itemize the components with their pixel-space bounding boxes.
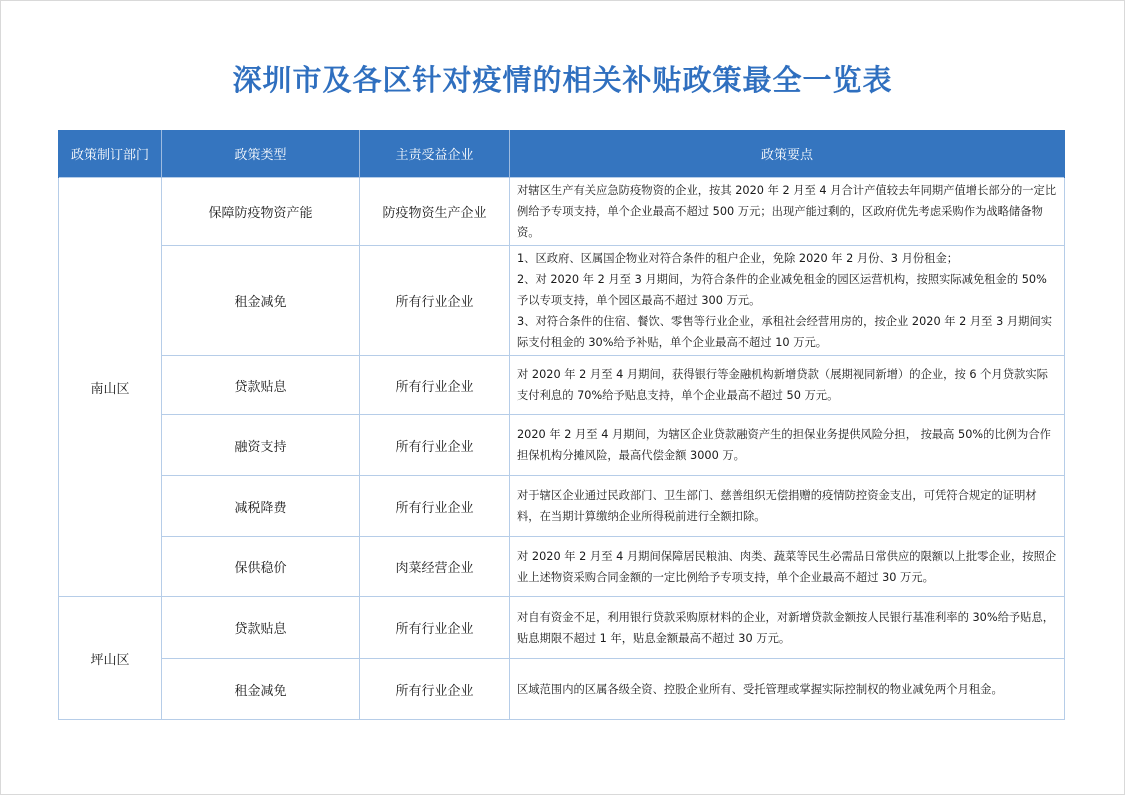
policy-detail-text: 3、对符合条件的住宿、餐饮、零售等行业企业，承租社会经营用房的，按企业 2020 年 2 月至 3 月期间实际支付租金的 30%给予补贴，单个企业最高不超过 10 万元。	[517, 315, 1053, 349]
policy-detail-cell	[510, 415, 1065, 476]
header-policy-points: 政策要点	[510, 130, 1065, 178]
beneficiary-cell: 所有行业企业	[360, 415, 510, 476]
beneficiary-cell: 防疫物资生产企业	[360, 178, 510, 246]
beneficiary-cell: 所有行业企业	[360, 356, 510, 415]
policy-type-cell: 贷款贴息	[162, 597, 360, 659]
policy-detail-text: 对辖区生产有关应急防疫物资的企业，按其 2020 年 2 月至 4 月合计产值较去年同期产值增长部分的一定比例给予专项支持，单个企业最高不超过 500 万元；出现产能过剩的，区政府优先考虑采购作为战略储备物资。	[517, 184, 1057, 239]
policy-detail-text: 2、对 2020 年 2 月至 3 月期间，为符合条件的企业减免租金的园区运营机构，按照实际减免租金的 50% 予以专项支持，单个园区最高不超过 300 万元。	[517, 273, 1047, 307]
policy-type-cell: 租金减免	[162, 246, 360, 356]
policy-table	[58, 130, 1065, 720]
policy-detail-cell	[510, 659, 1065, 720]
policy-type-cell: 保障防疫物资产能	[162, 178, 360, 246]
policy-detail-cell	[510, 476, 1065, 537]
page-title: 深圳市及各区针对疫情的相关补贴政策最全一览表	[232, 63, 893, 97]
table-row	[59, 597, 1065, 659]
table-row	[59, 659, 1065, 720]
table-row	[59, 476, 1065, 537]
policy-detail-text: 对于辖区企业通过民政部门、卫生部门、慈善组织无偿捐赠的疫情防控资金支出，可凭符合规定的证明材料，在当期计算缴纳企业所得税前进行全额扣除。	[517, 489, 1037, 523]
policy-type-cell: 融资支持	[162, 415, 360, 476]
beneficiary-cell: 所有行业企业	[360, 246, 510, 356]
beneficiary-cell: 肉菜经营企业	[360, 537, 510, 597]
table-header-row	[59, 130, 1065, 178]
policy-detail-text: 对自有资金不足，利用银行贷款采购原材料的企业，对新增贷款金额按人民银行基准利率的 30%给予贴息，贴息期限不超过 1 年，贴息金额最高不超过 30 万元。	[517, 610, 1055, 645]
policy-type-cell: 贷款贴息	[162, 356, 360, 415]
policy-detail-cell	[510, 597, 1065, 659]
policy-detail-cell	[510, 246, 1065, 356]
beneficiary-cell: 所有行业企业	[360, 659, 510, 720]
header-beneficiary: 主责受益企业	[360, 130, 510, 178]
policy-detail-text: 对 2020 年 2 月至 4 月期间保障居民粮油、肉类、蔬菜等民生必需品日常供应的限额以上批零企业，按照企业上述物资采购合同金额的一定比例给予专项支持，单个企业最高不超过 30 万元。	[517, 549, 1057, 584]
table-row	[59, 537, 1065, 597]
district-cell: 南山区	[59, 178, 162, 597]
policy-detail-cell	[510, 356, 1065, 415]
table-row	[59, 415, 1065, 476]
policy-type-cell: 租金减免	[162, 659, 360, 720]
policy-type-cell: 保供稳价	[162, 537, 360, 597]
policy-detail-text: 2020 年 2 月至 4 月期间，为辖区企业贷款融资产生的担保业务提供风险分担， 按最高 50%的比例为合作担保机构分摊风险，最高代偿金额 3000 万。	[517, 428, 1051, 462]
policy-detail-cell	[510, 178, 1065, 246]
table-row	[59, 246, 1065, 356]
district-cell: 坪山区	[59, 597, 162, 720]
policy-detail-text: 区域范围内的区属各级全资、控股企业所有、受托管理或掌握实际控制权的物业减免两个月租金。	[517, 682, 1003, 696]
beneficiary-cell: 所有行业企业	[360, 476, 510, 537]
policy-detail-cell	[510, 537, 1065, 597]
policy-type-cell: 减税降费	[162, 476, 360, 537]
beneficiary-cell: 所有行业企业	[360, 597, 510, 659]
policy-detail-text: 对 2020 年 2 月至 4 月期间，获得银行等金融机构新增贷款（展期视同新增）的企业，按 6 个月贷款实际支付利息的 70%给予贴息支持，单个企业最高不超过 50 万元。	[517, 368, 1048, 402]
header-policy-type: 政策类型	[162, 130, 360, 178]
table-row	[59, 178, 1065, 246]
policy-detail-text: 1、区政府、区属国企物业对符合条件的租户企业，免除 2020 年 2 月份、3 月份租金；	[517, 252, 959, 265]
table-row	[59, 356, 1065, 415]
header-department: 政策制订部门	[59, 130, 162, 178]
